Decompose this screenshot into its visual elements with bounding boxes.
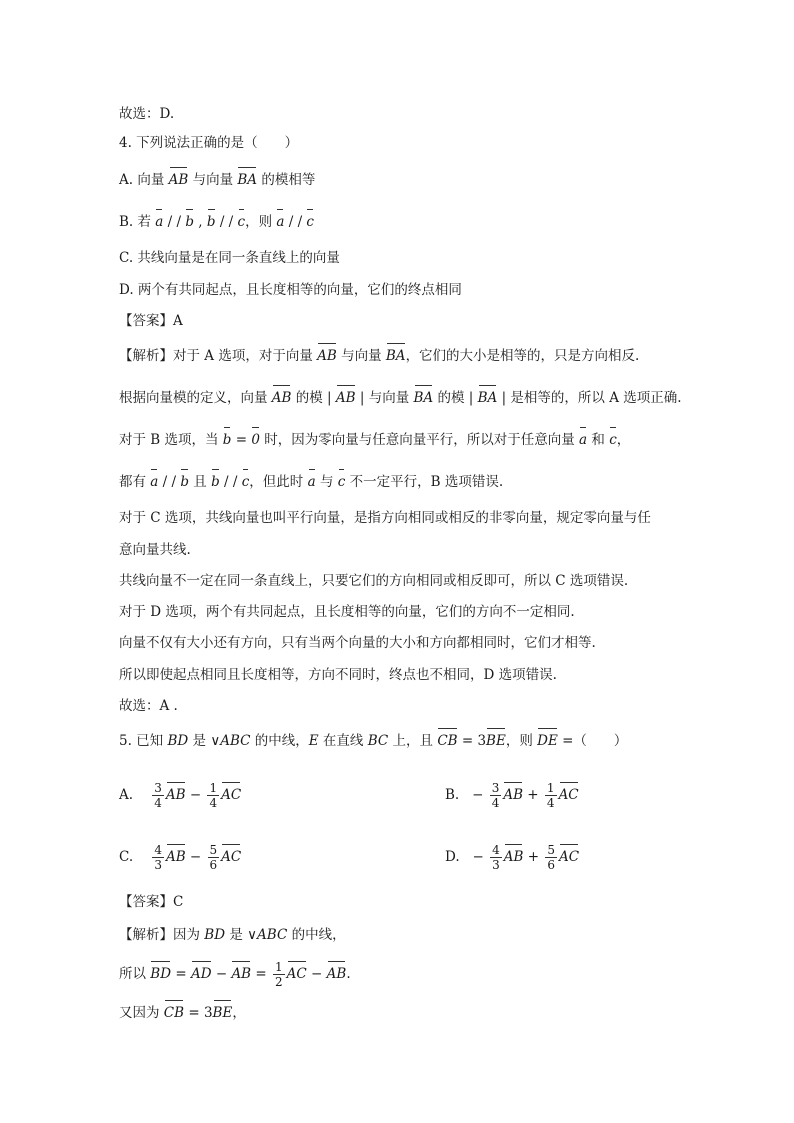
vector-ad: AD — [190, 966, 212, 982]
vector-ba: BA — [413, 390, 434, 406]
numerator: 5 — [547, 843, 555, 857]
text: / / — [163, 214, 186, 230]
numerator: 3 — [154, 781, 162, 795]
answer-choice-line: 故选：D. — [119, 106, 175, 122]
vector-cb: CB — [163, 1005, 185, 1021]
text: 所以 — [119, 966, 151, 982]
text: 不一定平行，B 选项错误. — [345, 474, 504, 490]
text: 又因为 — [119, 1005, 164, 1021]
vector-ab: AB — [165, 787, 186, 803]
vector-ac: AC — [221, 849, 242, 865]
question-4-option-a — [119, 170, 315, 190]
text: ， — [232, 1005, 246, 1021]
triangle-abc: ∨ABC — [210, 733, 251, 749]
text: ，则 — [505, 733, 538, 749]
vector-be: BE — [212, 1005, 233, 1021]
vector-ba: BA — [385, 348, 406, 364]
vector-ba: BA — [477, 390, 498, 406]
text: 【解析】对于 A 选项，对于向量 — [119, 348, 318, 364]
question-4-option-b — [119, 212, 314, 232]
question-4-option-c: C. 共线向量是在同一条直线上的向量 — [119, 250, 340, 266]
vector-ab: AB — [326, 966, 347, 982]
denominator: 3 — [154, 858, 162, 872]
minus-sign: − — [472, 849, 484, 865]
vector-ab: AB — [231, 966, 252, 982]
text: − — [306, 966, 327, 982]
text: 时，因为零向量与任意向量平行，所以对于任意向量 — [259, 432, 580, 448]
text: 且 — [189, 474, 212, 490]
text: ，则 — [245, 214, 277, 230]
vector-ab: AB — [503, 849, 524, 865]
fraction — [152, 781, 164, 810]
text: =（ ） — [557, 733, 628, 749]
question-4-selection: 故选：A . — [119, 698, 178, 714]
text: / / — [215, 214, 238, 230]
vector-a: a — [276, 214, 285, 230]
vector-c: c — [306, 214, 314, 230]
fraction — [208, 843, 220, 872]
text: ， — [616, 432, 631, 448]
question-5-option-c — [119, 843, 241, 872]
zero-vector: 0 — [251, 432, 260, 448]
vector-ac: AC — [558, 787, 579, 803]
text: . — [346, 966, 351, 982]
question-4-explanation-9: 向量不仅有大小还有方向，只有当两个向量的大小和方向都相同时，它们才相等. — [119, 635, 596, 651]
point-e: E — [308, 733, 319, 749]
denominator: 4 — [209, 796, 218, 810]
text: 的模相等 — [257, 172, 316, 188]
text: B. 若 — [119, 214, 156, 230]
text: / / — [219, 474, 242, 490]
vector-ab: AB — [503, 787, 524, 803]
text: / / — [284, 214, 307, 230]
text: 对于 B 选项，当 — [119, 432, 223, 448]
vector-ab: AB — [165, 849, 186, 865]
denominator: 4 — [491, 796, 500, 810]
question-5-answer: 【答案】C — [119, 894, 184, 910]
text: 的中线， — [250, 733, 309, 749]
question-5-explanation-3 — [119, 1003, 246, 1023]
fraction — [273, 960, 285, 989]
text: 与向量 — [188, 172, 238, 188]
option-label: C. — [119, 849, 134, 865]
numerator: 1 — [209, 781, 218, 795]
option-label: A. — [119, 787, 134, 803]
text: 的中线， — [287, 927, 346, 943]
vector-ac: AC — [558, 849, 580, 865]
option-label: D. — [445, 849, 460, 865]
text: 是 — [225, 927, 248, 943]
text: | 是相等的，所以 A 选项正确. — [497, 390, 682, 406]
question-4-explanation-2 — [119, 388, 682, 408]
text: 是 — [188, 733, 211, 749]
text: | 与向量 — [355, 390, 414, 406]
text: 在直线 — [318, 733, 368, 749]
numerator: 4 — [154, 843, 162, 857]
vector-c: c — [241, 474, 250, 490]
question-4-option-d: D. 两个有共同起点，且长度相等的向量，它们的终点相同 — [119, 282, 462, 298]
text: 的模 | — [433, 390, 478, 406]
text: ，它们的大小是相等的，只是方向相反. — [405, 348, 640, 364]
vector-b: b — [185, 214, 194, 230]
vector-ab: AB — [317, 348, 337, 364]
text: / / — [158, 474, 181, 490]
question-4-explanation-10: 所以即使起点相同且长度相等，方向不同时，终点也不相同，D 选项错误. — [119, 667, 557, 683]
question-4-explanation-6: 意向量共线. — [119, 542, 191, 558]
text: 与向量 — [336, 348, 386, 364]
text: 上，且 — [388, 733, 438, 749]
question-4-explanation-4 — [119, 472, 503, 492]
vector-b: b — [211, 474, 220, 490]
fraction — [490, 843, 502, 872]
question-5-option-d — [445, 843, 579, 872]
vector-c: c — [609, 432, 617, 448]
fraction — [490, 781, 502, 810]
vector-b: b — [180, 474, 189, 490]
text: , — [194, 214, 207, 230]
question-4-stem: 4. 下列说法正确的是（ ） — [119, 135, 299, 151]
vector-de: DE — [537, 733, 558, 749]
vector-b: b — [206, 214, 216, 230]
operator: + — [523, 787, 543, 803]
text: 根据向量模的定义，向量 — [119, 390, 272, 406]
vector-ac: AC — [286, 966, 307, 982]
text: = — [251, 966, 272, 982]
question-4-explanation-1 — [119, 346, 639, 366]
question-4-answer: 【答案】A — [119, 313, 183, 329]
denominator: 4 — [546, 796, 555, 810]
denominator: 6 — [547, 858, 555, 872]
question-5-stem — [119, 731, 627, 751]
numerator: 5 — [209, 843, 218, 857]
text: 都有 — [119, 474, 151, 490]
operator: − — [185, 849, 206, 865]
line-bc: BC — [367, 733, 389, 749]
segment-bd: BD — [204, 927, 226, 943]
question-4-explanation-5: 对于 C 选项，共线向量也叫平行向量，是指方向相同或相反的非零向量，规定零向量与任 — [119, 510, 651, 526]
vector-c: c — [337, 474, 346, 490]
option-label: B. — [445, 787, 460, 803]
vector-a: a — [579, 432, 588, 448]
vector-ab: AB — [271, 390, 292, 406]
vector-a: a — [150, 474, 159, 490]
text: 的模 | — [291, 390, 336, 406]
vector-bd: BD — [150, 966, 172, 982]
fraction — [207, 781, 219, 810]
text: = 3 — [184, 1005, 213, 1021]
text: ，但此时 — [249, 474, 308, 490]
denominator: 6 — [209, 858, 218, 872]
text: = 3 — [457, 733, 487, 749]
triangle-abc: ∨ABC — [247, 927, 288, 943]
text: = — [171, 966, 191, 982]
denominator: 3 — [492, 858, 500, 872]
text: = — [231, 432, 252, 448]
vector-ac: AC — [221, 787, 242, 803]
operator: + — [523, 849, 544, 865]
vector-a: a — [155, 214, 164, 230]
segment-bd: BD — [167, 733, 189, 749]
numerator: 3 — [491, 781, 500, 795]
fraction — [545, 781, 557, 810]
fraction — [545, 843, 557, 872]
vector-ba: BA — [237, 172, 258, 188]
text: A. 向量 — [119, 172, 169, 188]
vector-a: a — [307, 474, 316, 490]
vector-c: c — [237, 214, 246, 230]
text: 和 — [587, 432, 610, 448]
denominator: 4 — [154, 796, 162, 810]
numerator: 1 — [275, 960, 283, 974]
vector-b: b — [222, 432, 232, 448]
question-5-explanation-1 — [119, 925, 346, 945]
question-4-explanation-3 — [119, 430, 630, 450]
numerator: 1 — [546, 781, 555, 795]
vector-ab: AB — [168, 172, 189, 188]
question-4-explanation-8: 对于 D 选项，两个有共同起点，且长度相等的向量，它们的方向不一定相同. — [119, 604, 575, 620]
question-5-explanation-2 — [119, 960, 351, 989]
operator: − — [185, 787, 206, 803]
numerator: 4 — [492, 843, 500, 857]
text: − — [211, 966, 232, 982]
minus-sign: − — [472, 787, 484, 803]
text: 与 — [315, 474, 338, 490]
text: 5. 已知 — [119, 733, 168, 749]
vector-cb: CB — [437, 733, 458, 749]
vector-ab: AB — [335, 390, 356, 406]
vector-be: BE — [486, 733, 506, 749]
denominator: 2 — [275, 975, 283, 989]
text: 【解析】因为 — [119, 927, 205, 943]
question-4-explanation-7: 共线向量不一定在同一条直线上，只要它们的方向相同或相反即可，所以 C 选项错误. — [119, 573, 629, 589]
question-5-option-b — [445, 781, 579, 810]
question-5-option-a — [119, 781, 241, 810]
fraction — [152, 843, 164, 872]
